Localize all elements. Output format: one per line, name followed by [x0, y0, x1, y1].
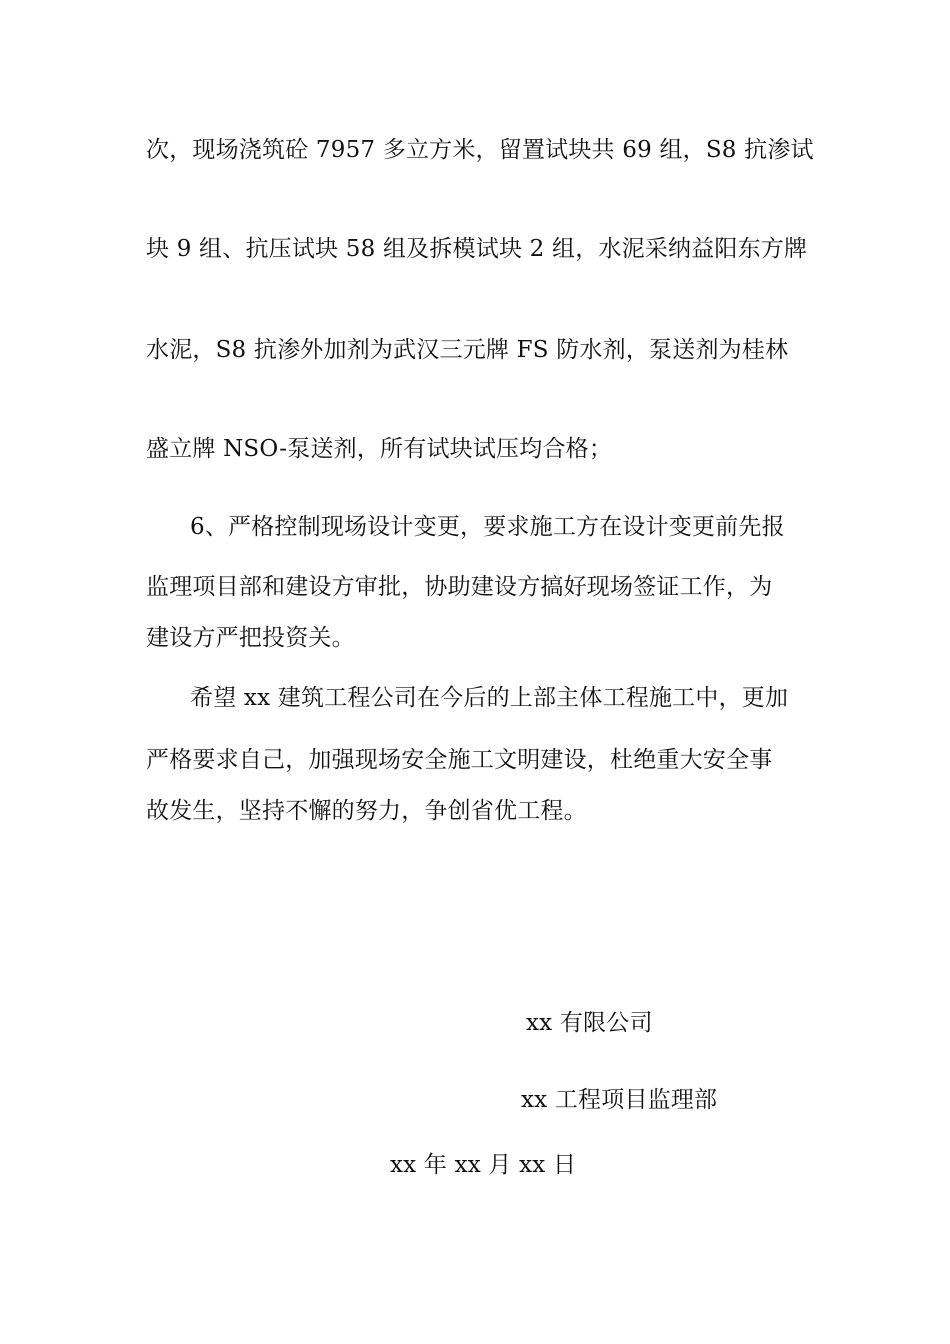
- paragraph-5-line-4: 盛立牌 NSO-泵送剂，所有试块试压均合格；: [146, 436, 613, 462]
- closing-paragraph-line-3: 故发生，坚持不懈的努力，争创省优工程。: [146, 798, 587, 824]
- closing-paragraph-line-1: 希望 xx 建筑工程公司在今后的上部主体工程施工中，更加: [190, 685, 789, 711]
- signature-date: xx 年 xx 月 xx 日: [390, 1152, 577, 1178]
- signature-department: xx 工程项目监理部: [521, 1087, 718, 1113]
- paragraph-5-line-2: 块 9 组、抗压试块 58 组及拆模试块 2 组，水泥采纳益阳东方牌: [146, 236, 808, 262]
- paragraph-5-line-1: 次，现场浇筑砼 7957 多立方米，留置试块共 69 组，S8 抗渗试: [146, 137, 814, 163]
- signature-company: xx 有限公司: [526, 1010, 653, 1036]
- paragraph-5-line-3: 水泥，S8 抗渗外加剂为武汉三元牌 FS 防水剂，泵送剂为桂林: [146, 337, 789, 363]
- paragraph-6-line-2: 监理项目部和建设方审批，协助建设方搞好现场签证工作，为: [146, 574, 773, 600]
- closing-paragraph-line-2: 严格要求自己，加强现场安全施工文明建设，杜绝重大安全事: [146, 747, 773, 773]
- paragraph-6-line-3: 建设方严把投资关。: [146, 625, 355, 651]
- paragraph-6-line-1: 6、严格控制现场设计变更，要求施工方在设计变更前先报: [190, 514, 785, 540]
